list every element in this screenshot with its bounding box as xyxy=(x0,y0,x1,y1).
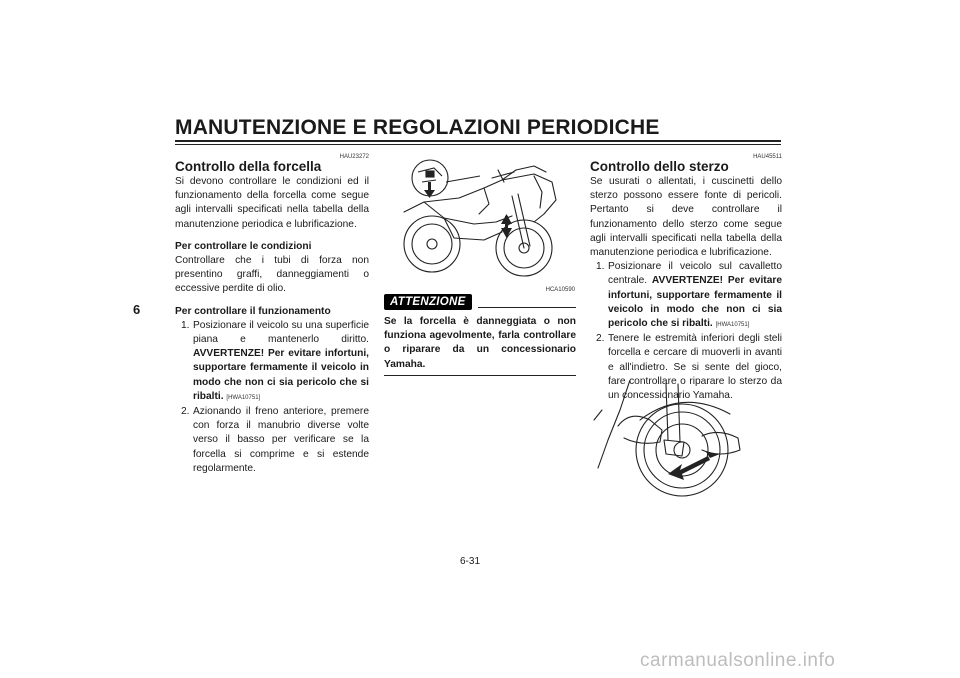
section-title: Controllo della forcella xyxy=(175,159,322,174)
section-title: Controllo dello sterzo xyxy=(590,159,729,174)
section-code: HAU23272 xyxy=(339,154,369,160)
chapter-tab xyxy=(128,299,172,321)
list-item xyxy=(175,319,369,405)
section-intro: Se usurati o allentati, i cuscinetti dello sterzo possono essere fonte di pericoli. Pertanto si deve controllare il funzionamento dello sterzo come segue agli intervalli specificati nella tabella della manutenzione periodica e lubrificazione. xyxy=(590,176,782,259)
chapter-number: 6 xyxy=(133,302,141,317)
warning-text: AVVERTENZE! Per evitare infortuni, supportare fermamente il veicolo in modo che non ci sia pericolo che si ribalti. xyxy=(193,348,369,402)
right-column xyxy=(590,150,782,403)
attention-header xyxy=(384,294,576,310)
step-text: Tenere le estremità inferiori degli steli forcella e cercare di muoverli in avanti e all'indietro. Se si sente del gioco, fare controllare o riparare lo sterzo da un concessionario Yamaha. xyxy=(608,333,782,402)
subsection-title: Per controllare il funzionamento xyxy=(175,305,331,317)
step-number: 1. xyxy=(181,319,190,331)
attention-text: Se la forcella è danneggiata o non funziona agevolmente, farla controllare o riparare da un concessionario Yamaha. xyxy=(384,316,576,370)
warning-text: AVVERTENZE! Per evitare infortuni, supportare fermamente il veicolo in modo che non ci sia pericolo che si ribalti. xyxy=(608,275,782,330)
step-number: 1. xyxy=(596,261,605,273)
step-text: Azionando il freno anteriore, premere con forza il manubrio diverse volte verso il basso per verificare se la forcella si comprime e si estende regolarmente. xyxy=(193,406,369,474)
watermark: carmanualsonline.info xyxy=(640,650,836,671)
section-code: HAU45511 xyxy=(753,154,782,160)
step-number: 2. xyxy=(596,333,605,345)
warning-code: [HWA10751] xyxy=(226,394,261,401)
steering-check-illustration xyxy=(590,380,780,500)
page-number: 6-31 xyxy=(460,556,481,567)
step-text: Posizionare il veicolo sul cavalletto centrale. xyxy=(608,261,782,287)
attention-label: ATTENZIONE xyxy=(384,294,472,310)
attention-box xyxy=(384,294,576,376)
attention-bottom-rule xyxy=(384,375,576,376)
motorcycle-fork-illustration xyxy=(384,152,579,287)
figure-code: HCA10590 xyxy=(545,287,575,293)
section-intro: Si devono controllare le condizioni ed il funzionamento della forcella come segue agli intervalli specificati nella tabella della manutenzione periodica e lubrificazione. xyxy=(175,176,369,230)
list-item xyxy=(590,260,782,332)
header-rule-thin xyxy=(175,144,781,145)
subsection-title: Per controllare le condizioni xyxy=(175,240,312,252)
attention-rule xyxy=(478,307,576,308)
subsection-text: Controllare che i tubi di forza non presentino graffi, danneggiamenti o eccessive perdite di olio. xyxy=(175,255,369,295)
step-text: Posizionare il veicolo su una superficie piana e mantenerlo diritto. xyxy=(193,319,369,346)
steps-list xyxy=(175,319,369,476)
warning-code: [HWA10751] xyxy=(715,322,750,329)
list-item xyxy=(175,405,369,476)
header-rule xyxy=(175,140,781,142)
left-column xyxy=(175,150,369,476)
step-number: 2. xyxy=(181,406,190,418)
page-title: MANUTENZIONE E REGOLAZIONI PERIODICHE xyxy=(175,116,660,139)
